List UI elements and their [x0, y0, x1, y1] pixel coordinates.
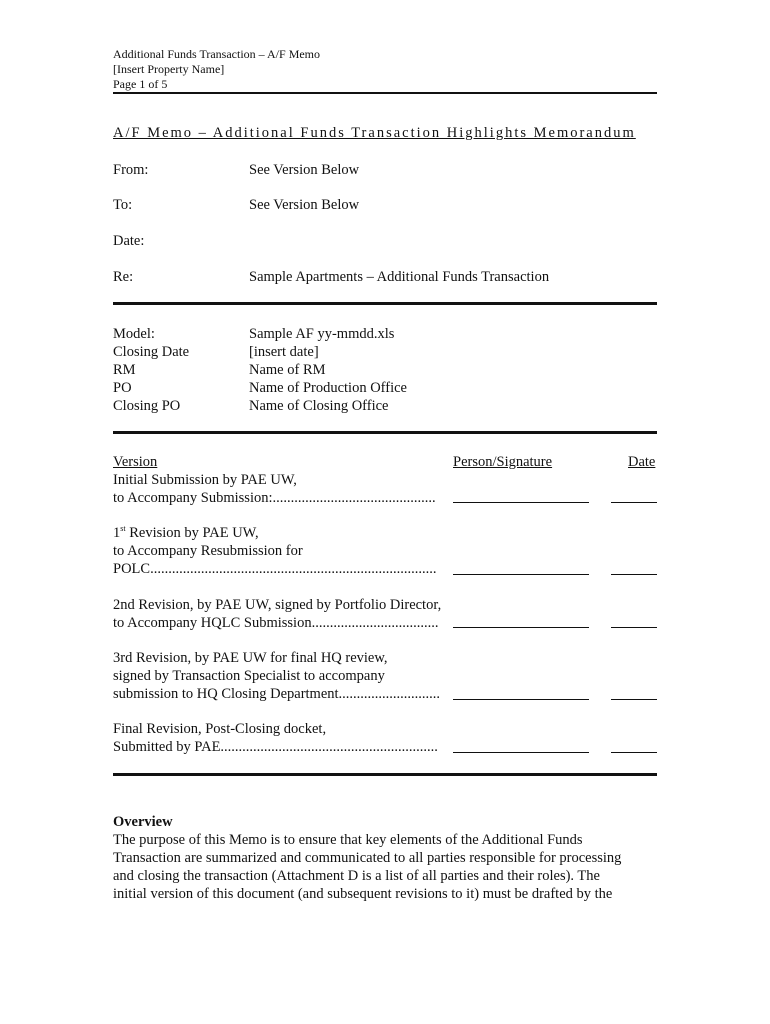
to-label: To:	[113, 197, 133, 213]
from-value: See Version Below	[249, 162, 360, 178]
date-line[interactable]	[611, 574, 657, 575]
overview-section	[113, 813, 657, 903]
rm-value: Name of RM	[249, 362, 326, 378]
version-text-rest: Revision by PAE UW,	[125, 525, 259, 541]
version-text: to Accompany Resubmission for	[113, 543, 303, 559]
memo-title: A/F Memo – Additional Funds Transaction Highlights Memorandum	[113, 125, 636, 141]
date-label: Date:	[113, 233, 145, 249]
version-text: 3rd Revision, by PAE UW for final HQ review,	[113, 650, 388, 666]
version-text: to Accompany HQLC Submission...................................	[113, 615, 439, 631]
version-row-second-revision	[113, 596, 441, 632]
version-row-final-revision	[113, 720, 438, 756]
date-line[interactable]	[611, 699, 657, 700]
to-value: See Version Below	[249, 197, 360, 213]
details-values	[249, 325, 407, 415]
overview-text: and closing the transaction (Attachment D is a list of all parties and their roles). The	[113, 868, 600, 884]
version-text: Initial Submission by PAE UW,	[113, 472, 297, 488]
po-value: Name of Production Office	[249, 380, 407, 396]
from-label: From:	[113, 162, 149, 178]
date-line[interactable]	[611, 752, 657, 753]
closing-po-value: Name of Closing Office	[249, 398, 389, 414]
rm-label: RM	[113, 362, 136, 378]
closing-date-value: [insert date]	[249, 344, 319, 360]
signature-line[interactable]	[453, 752, 589, 753]
ordinal-suffix: st	[120, 524, 126, 534]
model-value: Sample AF yy-mmdd.xls	[249, 326, 395, 342]
version-text: Submitted by PAE............................................................	[113, 739, 438, 755]
date-column-header: Date	[628, 454, 656, 470]
version-column-header: Version	[113, 454, 158, 470]
running-header	[113, 47, 320, 92]
signature-line[interactable]	[453, 699, 589, 700]
ordinal-number: 1	[113, 525, 121, 541]
signature-line[interactable]	[453, 627, 589, 628]
closing-date-label: Closing Date	[113, 344, 190, 360]
closing-po-label: Closing PO	[113, 398, 181, 414]
overview-text: Transaction are summarized and communicated to all parties responsible for processing	[113, 850, 622, 866]
version-text: to Accompany Submission:.............................................	[113, 490, 436, 506]
signature-line[interactable]	[453, 502, 589, 503]
version-row-initial	[113, 471, 436, 507]
date-line[interactable]	[611, 502, 657, 503]
re-label: Re:	[113, 269, 134, 285]
version-text: 2nd Revision, by PAE UW, signed by Portfolio Director,	[113, 597, 442, 613]
overview-text: The purpose of this Memo is to ensure that key elements of the Additional Funds	[113, 832, 583, 848]
details-rule	[113, 431, 657, 434]
overview-text: initial version of this document (and subsequent revisions to it) must be drafted by the	[113, 886, 613, 902]
overview-heading: Overview	[113, 814, 173, 830]
fields-rule	[113, 302, 657, 305]
details-labels	[113, 325, 189, 415]
header-page-number: Page 1 of 5	[113, 77, 168, 91]
version-text: signed by Transaction Specialist to accompany	[113, 668, 385, 684]
version-row-third-revision	[113, 649, 440, 703]
version-row-first-revision	[113, 524, 436, 578]
signature-line[interactable]	[453, 574, 589, 575]
version-text: POLC...............................................................................	[113, 561, 437, 577]
person-signature-column-header: Person/Signature	[453, 454, 553, 470]
model-label: Model:	[113, 326, 155, 342]
date-line[interactable]	[611, 627, 657, 628]
version-text: Final Revision, Post-Closing docket,	[113, 721, 327, 737]
versions-rule	[113, 773, 657, 776]
po-label: PO	[113, 380, 132, 396]
header-rule	[113, 92, 657, 94]
version-text: submission to HQ Closing Department............................	[113, 686, 441, 702]
header-property-name: [Insert Property Name]	[113, 62, 225, 76]
header-doc-title: Additional Funds Transaction – A/F Memo	[113, 47, 321, 61]
re-value: Sample Apartments – Additional Funds Transaction	[249, 269, 550, 285]
version-text	[113, 524, 436, 542]
